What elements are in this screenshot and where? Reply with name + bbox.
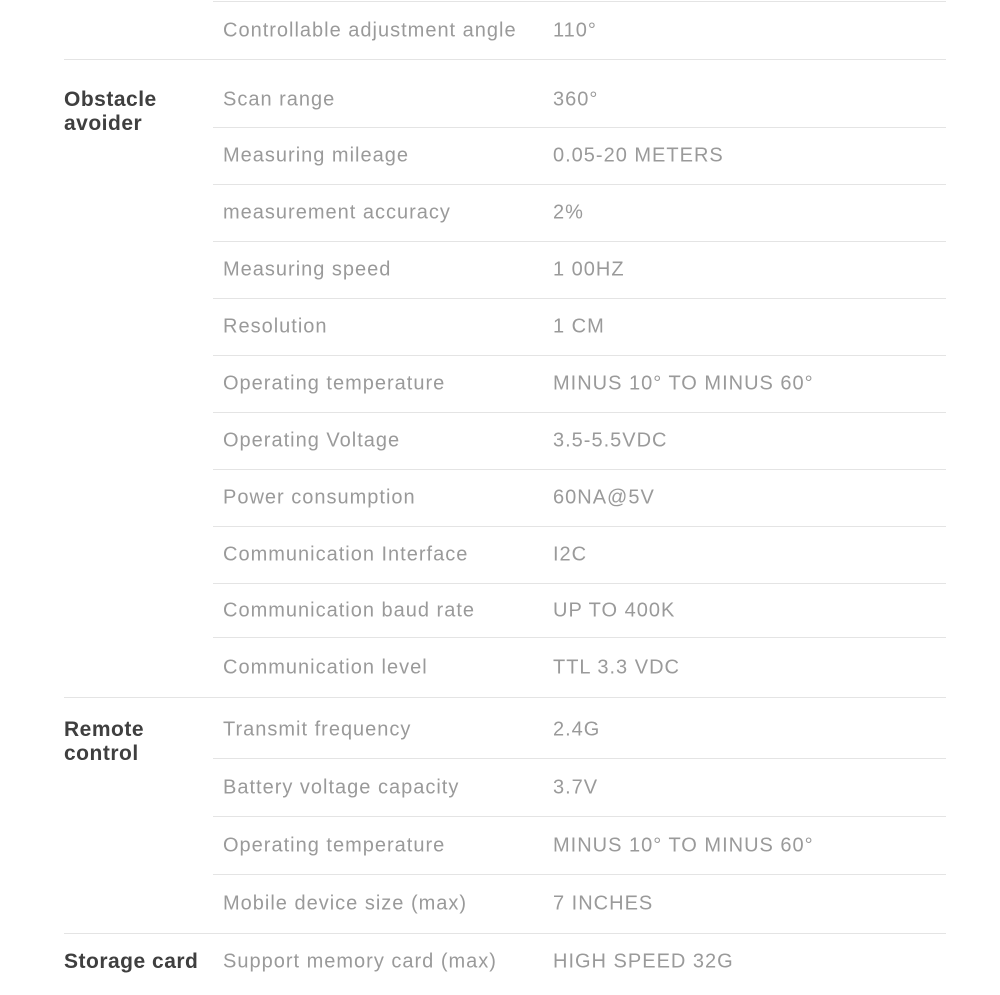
spec-label: Support memory card (max) bbox=[223, 950, 497, 973]
spec-label: Communication level bbox=[223, 656, 428, 678]
spec-label: Mobile device size (max) bbox=[223, 892, 468, 914]
category-remote-control bbox=[64, 718, 214, 766]
spec-row bbox=[213, 817, 946, 874]
spec-value: 3.5-5.5VDC bbox=[553, 429, 668, 452]
spec-label: Operating Voltage bbox=[223, 429, 401, 452]
spec-row bbox=[213, 242, 946, 298]
spec-row bbox=[213, 470, 946, 526]
spec-label: Measuring mileage bbox=[223, 144, 409, 167]
spec-row bbox=[213, 584, 946, 637]
spec-value: 2% bbox=[553, 201, 584, 224]
spec-value: TTL 3.3 VDC bbox=[553, 656, 680, 678]
spec-row bbox=[213, 759, 946, 816]
spec-label: Power consumption bbox=[223, 486, 416, 509]
category-line: Obstacle bbox=[64, 88, 157, 111]
spec-row bbox=[213, 2, 946, 59]
spec-value: 110° bbox=[553, 19, 597, 41]
section-divider bbox=[64, 59, 946, 60]
spec-value: 3.7V bbox=[553, 776, 599, 798]
spec-value: MINUS 10° TO MINUS 60° bbox=[553, 834, 814, 856]
category-line: avoider bbox=[64, 112, 143, 135]
spec-row bbox=[213, 527, 946, 583]
spec-label: Controllable adjustment angle bbox=[223, 19, 517, 41]
spec-row bbox=[213, 638, 946, 697]
spec-value: 60NA@5V bbox=[553, 486, 655, 509]
spec-value: UP TO 400K bbox=[553, 599, 676, 621]
spec-value: I2C bbox=[553, 543, 588, 566]
spec-row bbox=[213, 413, 946, 469]
spec-label: Scan range bbox=[223, 88, 336, 110]
spec-label: Operating temperature bbox=[223, 834, 446, 856]
spec-row bbox=[213, 875, 946, 932]
spec-label: measurement accuracy bbox=[223, 201, 451, 224]
spec-row bbox=[213, 299, 946, 355]
spec-value: 1 CM bbox=[553, 315, 605, 338]
category-obstacle-avoider bbox=[64, 88, 214, 136]
spec-row bbox=[213, 356, 946, 412]
spec-label: Communication baud rate bbox=[223, 599, 476, 621]
spec-row bbox=[213, 934, 946, 990]
spec-row bbox=[213, 702, 946, 758]
spec-value: 2.4G bbox=[553, 718, 601, 741]
category-line: Remote bbox=[64, 718, 145, 741]
spec-value: 7 INCHES bbox=[553, 892, 654, 914]
spec-label: Measuring speed bbox=[223, 258, 392, 281]
spec-label: Battery voltage capacity bbox=[223, 776, 460, 798]
spec-row bbox=[213, 72, 946, 127]
spec-value: 360° bbox=[553, 88, 599, 110]
spec-row bbox=[213, 185, 946, 241]
category-storage-card bbox=[64, 950, 214, 974]
spec-value: MINUS 10° TO MINUS 60° bbox=[553, 372, 814, 395]
spec-label: Operating temperature bbox=[223, 372, 446, 395]
spec-value: 1 00HZ bbox=[553, 258, 625, 281]
section-divider bbox=[64, 697, 946, 698]
category-line: control bbox=[64, 742, 139, 765]
spec-value: 0.05-20 METERS bbox=[553, 144, 724, 167]
category-line: Storage card bbox=[64, 950, 199, 973]
spec-label: Resolution bbox=[223, 315, 328, 338]
spec-label: Transmit frequency bbox=[223, 718, 412, 741]
spec-label: Communication Interface bbox=[223, 543, 469, 566]
spec-value: HIGH SPEED 32G bbox=[553, 950, 734, 973]
spec-row bbox=[213, 128, 946, 184]
